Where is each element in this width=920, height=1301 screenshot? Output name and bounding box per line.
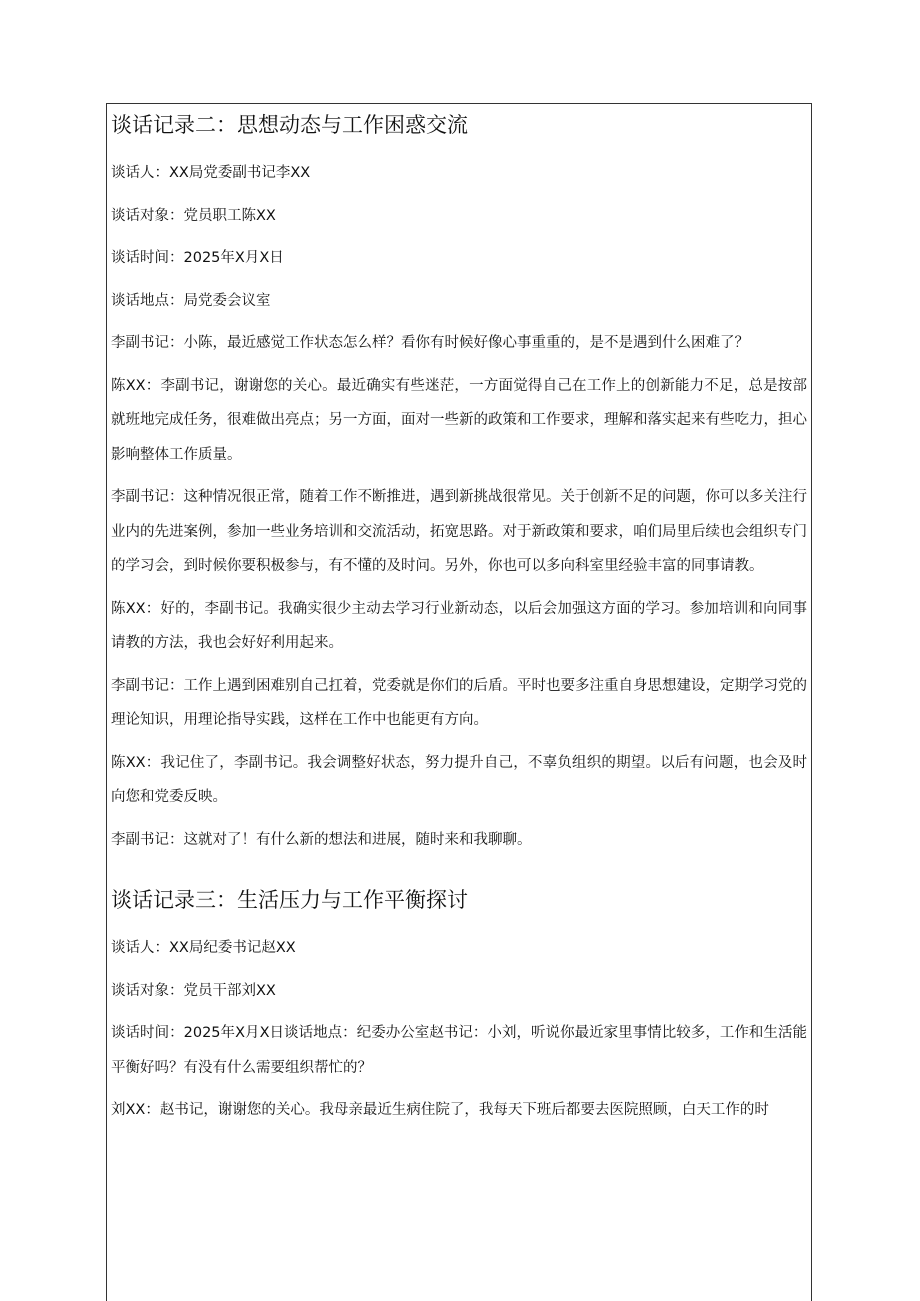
record-3-dialog-line: 刘XX：赵书记，谢谢您的关心。我母亲最近生病住院了，我每天下班后都要去医院照顾，白天工作的时 [111,1102,769,1118]
record-2-dialog-line: 李副书记：工作上遇到困难别自己扛着，党委就是你们的后盾。平时也要多注重自身思想建设，定期学习党的理论知识，用理论指导实践，这样在工作中也能更有方向。 [111,677,807,728]
record-2-place: 谈话地点：局党委会议室 [111,292,271,309]
record-2-speaker: 谈话人：XX局党委副书记李XX [111,165,311,181]
record-2-target: 谈话对象：党员职工陈XX [111,207,276,224]
document-page [106,103,812,1301]
record-2-dialog-line: 李副书记：小陈，最近感觉工作状态怎么样？看你有时候好像心事重重的，是不是遇到什么困难了？ [111,335,749,351]
record-2-dialog-line: 陈XX：好的，李副书记。我确实很少主动去学习行业新动态，以后会加强这方面的学习。参加培训和向同事请教的方法，我也会好好利用起来。 [111,600,807,651]
record-2-title: 谈话记录二：思想动态与工作困惑交流 [111,113,468,137]
record-3-target: 谈话对象：党员干部刘XX [111,982,276,999]
record-2-dialog-line: 李副书记：这种情况很正常，随着工作不断推进，遇到新挑战很常见。关于创新不足的问题，你可以多关注行业内的先进案例，参加一些业务培训和交流活动，拓宽思路。对于新政策和要求，咱们局里后续也会组织专门的学习会，到时候你要积极参与，有不懂的及时问。另外，你也可以多向科室里经验丰富的同事请教。 [111,489,807,574]
document-content [111,110,807,1136]
record-2-dialog-line: 李副书记：这就对了！有什么新的想法和进展，随时来和我聊聊。 [111,831,532,848]
record-3-title: 谈话记录三：生活压力与工作平衡探讨 [111,888,468,912]
record-2-dialog-line: 陈XX：我记住了，李副书记。我会调整好状态，努力提升自己，不辜负组织的期望。以后有问题，也会及时向您和党委反映。 [111,754,807,805]
record-2-dialog-line: 陈XX：李副书记，谢谢您的关心。最近确实有些迷茫，一方面觉得自己在工作上的创新能力不足，总是按部就班地完成任务，很难做出亮点；另一方面，面对一些新的政策和工作要求，理解和落实起来有些吃力，担心影响整体工作质量。 [111,377,807,463]
record-2-time: 谈话时间：2025年X月X日 [111,250,284,266]
record-3-time-place-dialog: 谈话时间：2025年X月X日谈话地点：纪委办公室赵书记：小刘，听说你最近家里事情比较多，工作和生活能平衡好吗？有没有什么需要组织帮忙的？ [111,1025,807,1076]
record-3-speaker: 谈话人：XX局纪委书记赵XX [111,940,296,956]
